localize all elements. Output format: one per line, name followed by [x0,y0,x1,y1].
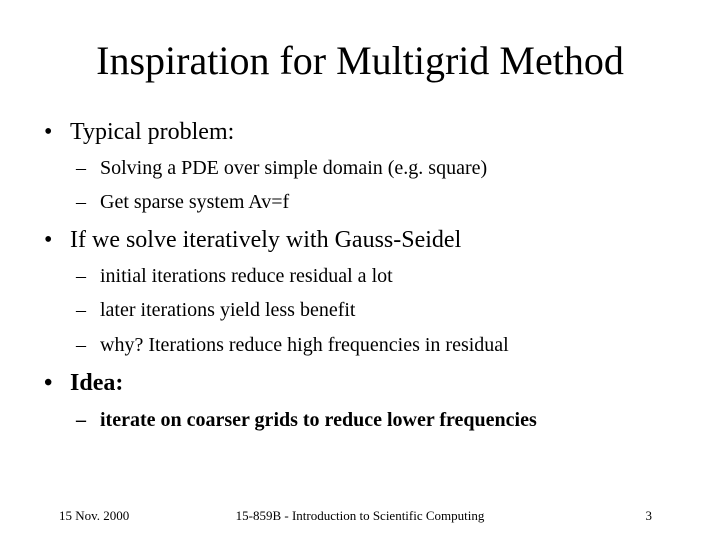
sub-bullet [76,264,393,288]
sub-bullet-text: why? Iterations reduce high frequencies in residual [100,334,509,356]
footer-date: 15 Nov. 2000 [59,508,130,523]
sub-bullet-text: iterate on coarser grids to reduce lower frequencies [100,409,537,431]
footer-page-number: 3 [645,508,652,523]
sub-bullet-text: Get sparse system Av=f [100,191,290,213]
dash-icon: – [76,299,86,321]
dash-icon: – [76,265,86,287]
bullet-idea [44,369,123,397]
bullet-text: Typical problem: [70,119,235,145]
bullet-icon: • [44,227,53,253]
footer-course: 15-859B - Introduction to Scientific Computing [235,508,485,523]
bullet-text: If we solve iteratively with Gauss-Seidel [70,227,462,253]
sub-bullet [76,156,487,180]
bullet-gauss-seidel [44,226,461,254]
sub-bullet [76,333,509,357]
sub-bullet-text: initial iterations reduce residual a lot [100,265,393,287]
sub-bullet [76,298,355,322]
dash-icon: – [76,191,86,213]
sub-bullet [76,408,537,432]
sub-bullet-text: Solving a PDE over simple domain (e.g. square) [100,157,488,179]
sub-bullet [76,190,289,214]
dash-icon: – [76,334,86,356]
bullet-icon: • [44,370,53,396]
bullet-text: Idea: [70,370,124,396]
sub-bullet-text: later iterations yield less benefit [100,299,356,321]
bullet-icon: • [44,119,53,145]
slide-title: Inspiration for Multigrid Method [96,38,624,83]
dash-icon: – [76,157,86,179]
bullet-typical-problem [44,118,234,146]
dash-icon: – [76,409,86,431]
